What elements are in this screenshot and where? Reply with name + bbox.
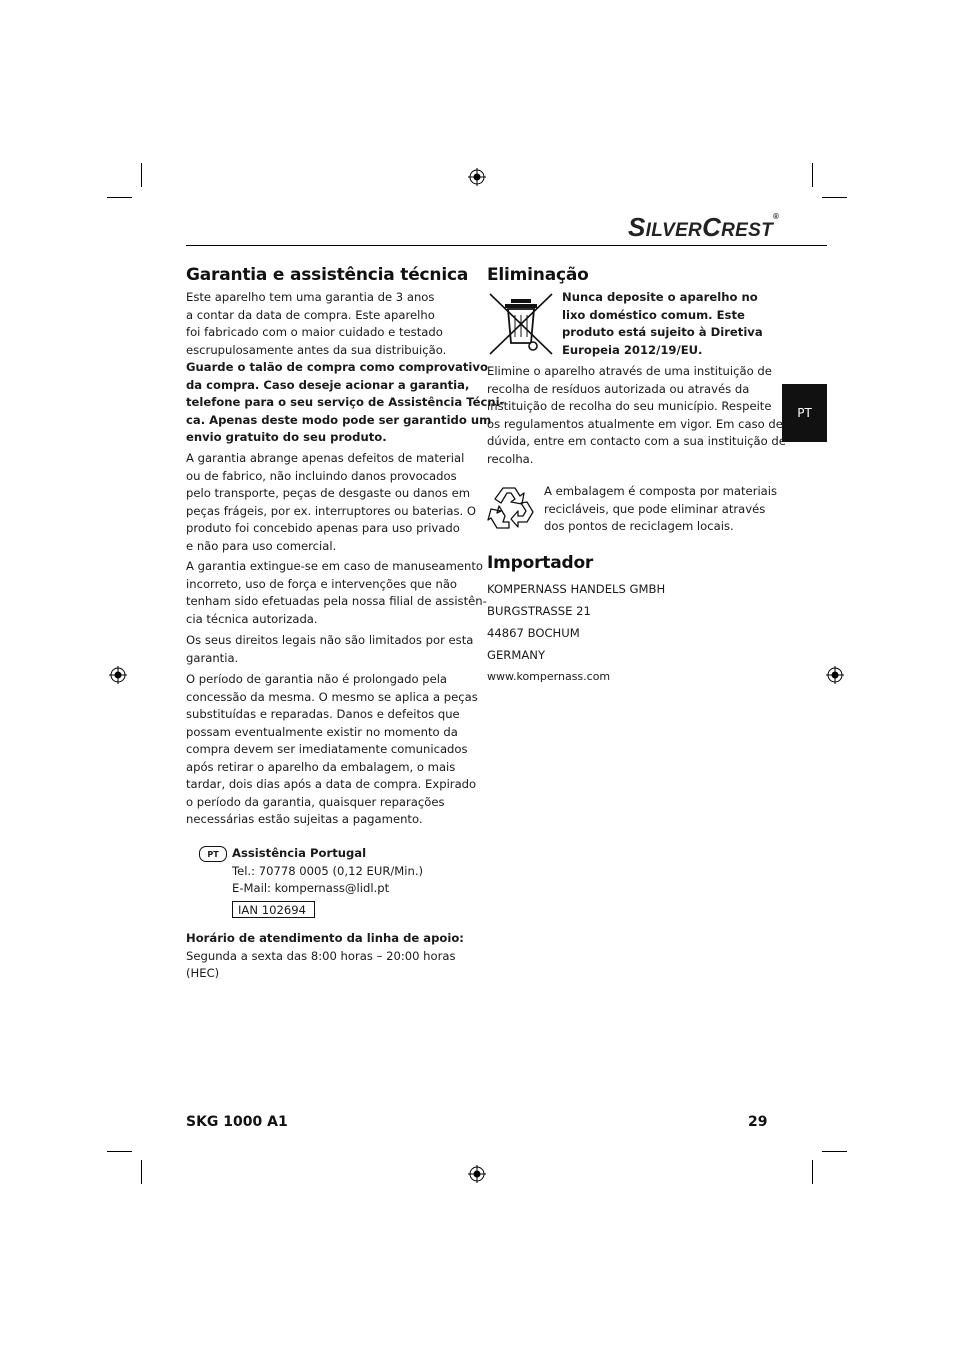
crop-mark: [107, 197, 132, 198]
registration-mark-icon: [826, 666, 844, 684]
text-line: Este aparelho tem uma garantia de 3 anos: [186, 290, 435, 304]
text-line: O período de garantia não é prolongado pela: [186, 672, 448, 686]
registration-mark-icon: [468, 168, 486, 186]
crop-mark: [822, 197, 847, 198]
text-line: tenham sido efetuadas pela nossa filial de assistên-: [186, 594, 487, 608]
warranty-paragraph-3: [186, 558, 487, 628]
logo-letter: S: [628, 212, 646, 242]
disposal-paragraph: [487, 363, 786, 468]
packaging-paragraph: [544, 483, 777, 536]
ian-number-box: IAN 102694: [232, 901, 315, 918]
header-rule: [186, 245, 827, 246]
text-line: incorreto, uso de força e intervenções que não: [186, 576, 458, 591]
warranty-title: Garantia e assistência técnica: [186, 265, 469, 285]
text-line: A garantia abrange apenas defeitos de material: [186, 451, 465, 465]
service-email: E-Mail: kompernass@lidl.pt: [232, 881, 390, 895]
text-line: envio gratuito do seu produto.: [186, 430, 387, 444]
registration-mark-icon: [109, 666, 127, 684]
text-line: e não para uso comercial.: [186, 538, 337, 553]
warranty-paragraph-1: [186, 289, 504, 447]
text-line: foi fabricado com o maior cuidado e testado: [186, 325, 443, 339]
brand-logo: [628, 212, 828, 242]
text-line: KOMPERNASS HANDELS GMBH: [487, 582, 666, 596]
text-line: produto foi concebido apenas para uso privado: [186, 521, 460, 535]
text-line: tardar, dois dias após a data de compra. Expirado: [186, 777, 477, 791]
recycling-arrows-icon: [487, 484, 539, 532]
text-line: BURGSTRASSE 21: [487, 604, 591, 618]
text-line: Europeia 2012/19/EU.: [562, 342, 703, 357]
crop-mark: [812, 163, 813, 187]
logo-registered-mark: ®: [773, 212, 780, 221]
text-line: ou de fabrico, não incluindo danos provocados: [186, 468, 457, 483]
text-line: GERMANY: [487, 648, 546, 662]
text-line: dos pontos de reciclagem locais.: [544, 519, 734, 533]
crop-mark: [107, 1151, 132, 1152]
text-line: A embalagem é composta por materiais: [544, 484, 778, 498]
text-line: compra devem ser imediatamente comunicados: [186, 742, 468, 756]
text-line: Segunda a sexta das 8:00 horas – 20:00 horas: [186, 948, 456, 963]
support-hours: [186, 930, 464, 983]
text-line: recolha.: [487, 451, 534, 466]
warranty-paragraph-4: [186, 632, 473, 667]
text-line: garantia.: [186, 650, 239, 665]
text-line: após retirar o aparelho da embalagem, o mais: [186, 759, 456, 774]
support-hours-title: Horário de atendimento da linha de apoio:: [186, 931, 464, 945]
text-line: o período da garantia, quaisquer reparações: [186, 794, 445, 809]
text-line: substituídas e reparadas. Danos e defeitos que: [186, 707, 460, 721]
text-line: ca. Apenas deste modo pode ser garantido um: [186, 412, 492, 427]
disposal-title: Eliminação: [487, 265, 589, 285]
text-line: da compra. Caso deseje acionar a garantia,: [186, 377, 470, 392]
language-tab-label: PT: [797, 406, 812, 420]
footer-model: SKG 1000 A1: [186, 1114, 288, 1130]
text-line: dúvida, entre em contacto com a sua instituição de: [487, 434, 786, 448]
service-contact: [232, 845, 423, 898]
crossed-out-wheelie-bin-icon: [487, 291, 555, 357]
text-line: produto está sujeito à Diretiva: [562, 325, 763, 339]
crop-mark: [141, 1160, 142, 1184]
logo-letter: C: [702, 212, 722, 242]
service-title: Assistência Portugal: [232, 846, 367, 860]
text-line: instituição de recolha do seu município. Respeite: [487, 399, 772, 413]
logo-text: ILVER: [645, 220, 703, 241]
text-line: os regulamentos atualmente em vigor. Em caso de: [487, 416, 783, 431]
country-badge: PT: [199, 846, 227, 862]
service-phone: Tel.: 70778 0005 (0,12 EUR/Min.): [232, 863, 424, 878]
text-line: peças frágeis, por ex. interruptores ou baterias. O: [186, 503, 477, 518]
text-line: concessão da mesma. O mesmo se aplica a peças: [186, 689, 478, 704]
page-number: 29: [748, 1114, 768, 1130]
text-line: possam eventualmente existir no momento da: [186, 724, 458, 739]
text-line: telefone para o seu serviço de Assistência Técni-: [186, 395, 505, 409]
text-line: cia técnica autorizada.: [186, 611, 318, 626]
text-line: (HEC): [186, 966, 220, 980]
text-line: escrupulosamente antes da sua distribuição.: [186, 342, 447, 357]
importer-title: Importador: [487, 553, 594, 573]
warranty-paragraph-2: [186, 450, 476, 555]
text-line: necessárias estão sujeitas a pagamento.: [186, 812, 423, 826]
crop-mark: [141, 163, 142, 187]
logo-text: REST: [721, 220, 774, 241]
text-line: Guarde o talão de compra como comprovativo: [186, 360, 488, 374]
crop-mark: [812, 1160, 813, 1184]
text-line: lixo doméstico comum. Este: [562, 307, 745, 322]
text-line: recolha de resíduos autorizada ou através da: [487, 381, 750, 396]
text-line: recicláveis, que pode eliminar através: [544, 501, 766, 516]
importer-website: www.kompernass.com: [487, 670, 611, 683]
warranty-paragraph-5: [186, 671, 478, 829]
text-line: pelo transporte, peças de desgaste ou danos em: [186, 486, 471, 500]
text-line: Nunca deposite o aparelho no: [562, 290, 758, 304]
registration-mark-icon: [468, 1165, 486, 1183]
text-line: a contar da data de compra. Este aparelho: [186, 307, 435, 322]
text-line: 44867 BOCHUM: [487, 626, 580, 640]
text-line: A garantia extingue-se em caso de manuseamento: [186, 559, 484, 573]
disposal-warning: [562, 289, 763, 359]
text-line: Elimine o aparelho através de uma instituição de: [487, 364, 772, 378]
language-tab: [782, 384, 827, 442]
importer-address: [487, 578, 665, 688]
crop-mark: [822, 1151, 847, 1152]
text-line: Os seus direitos legais não são limitados por esta: [186, 633, 474, 647]
